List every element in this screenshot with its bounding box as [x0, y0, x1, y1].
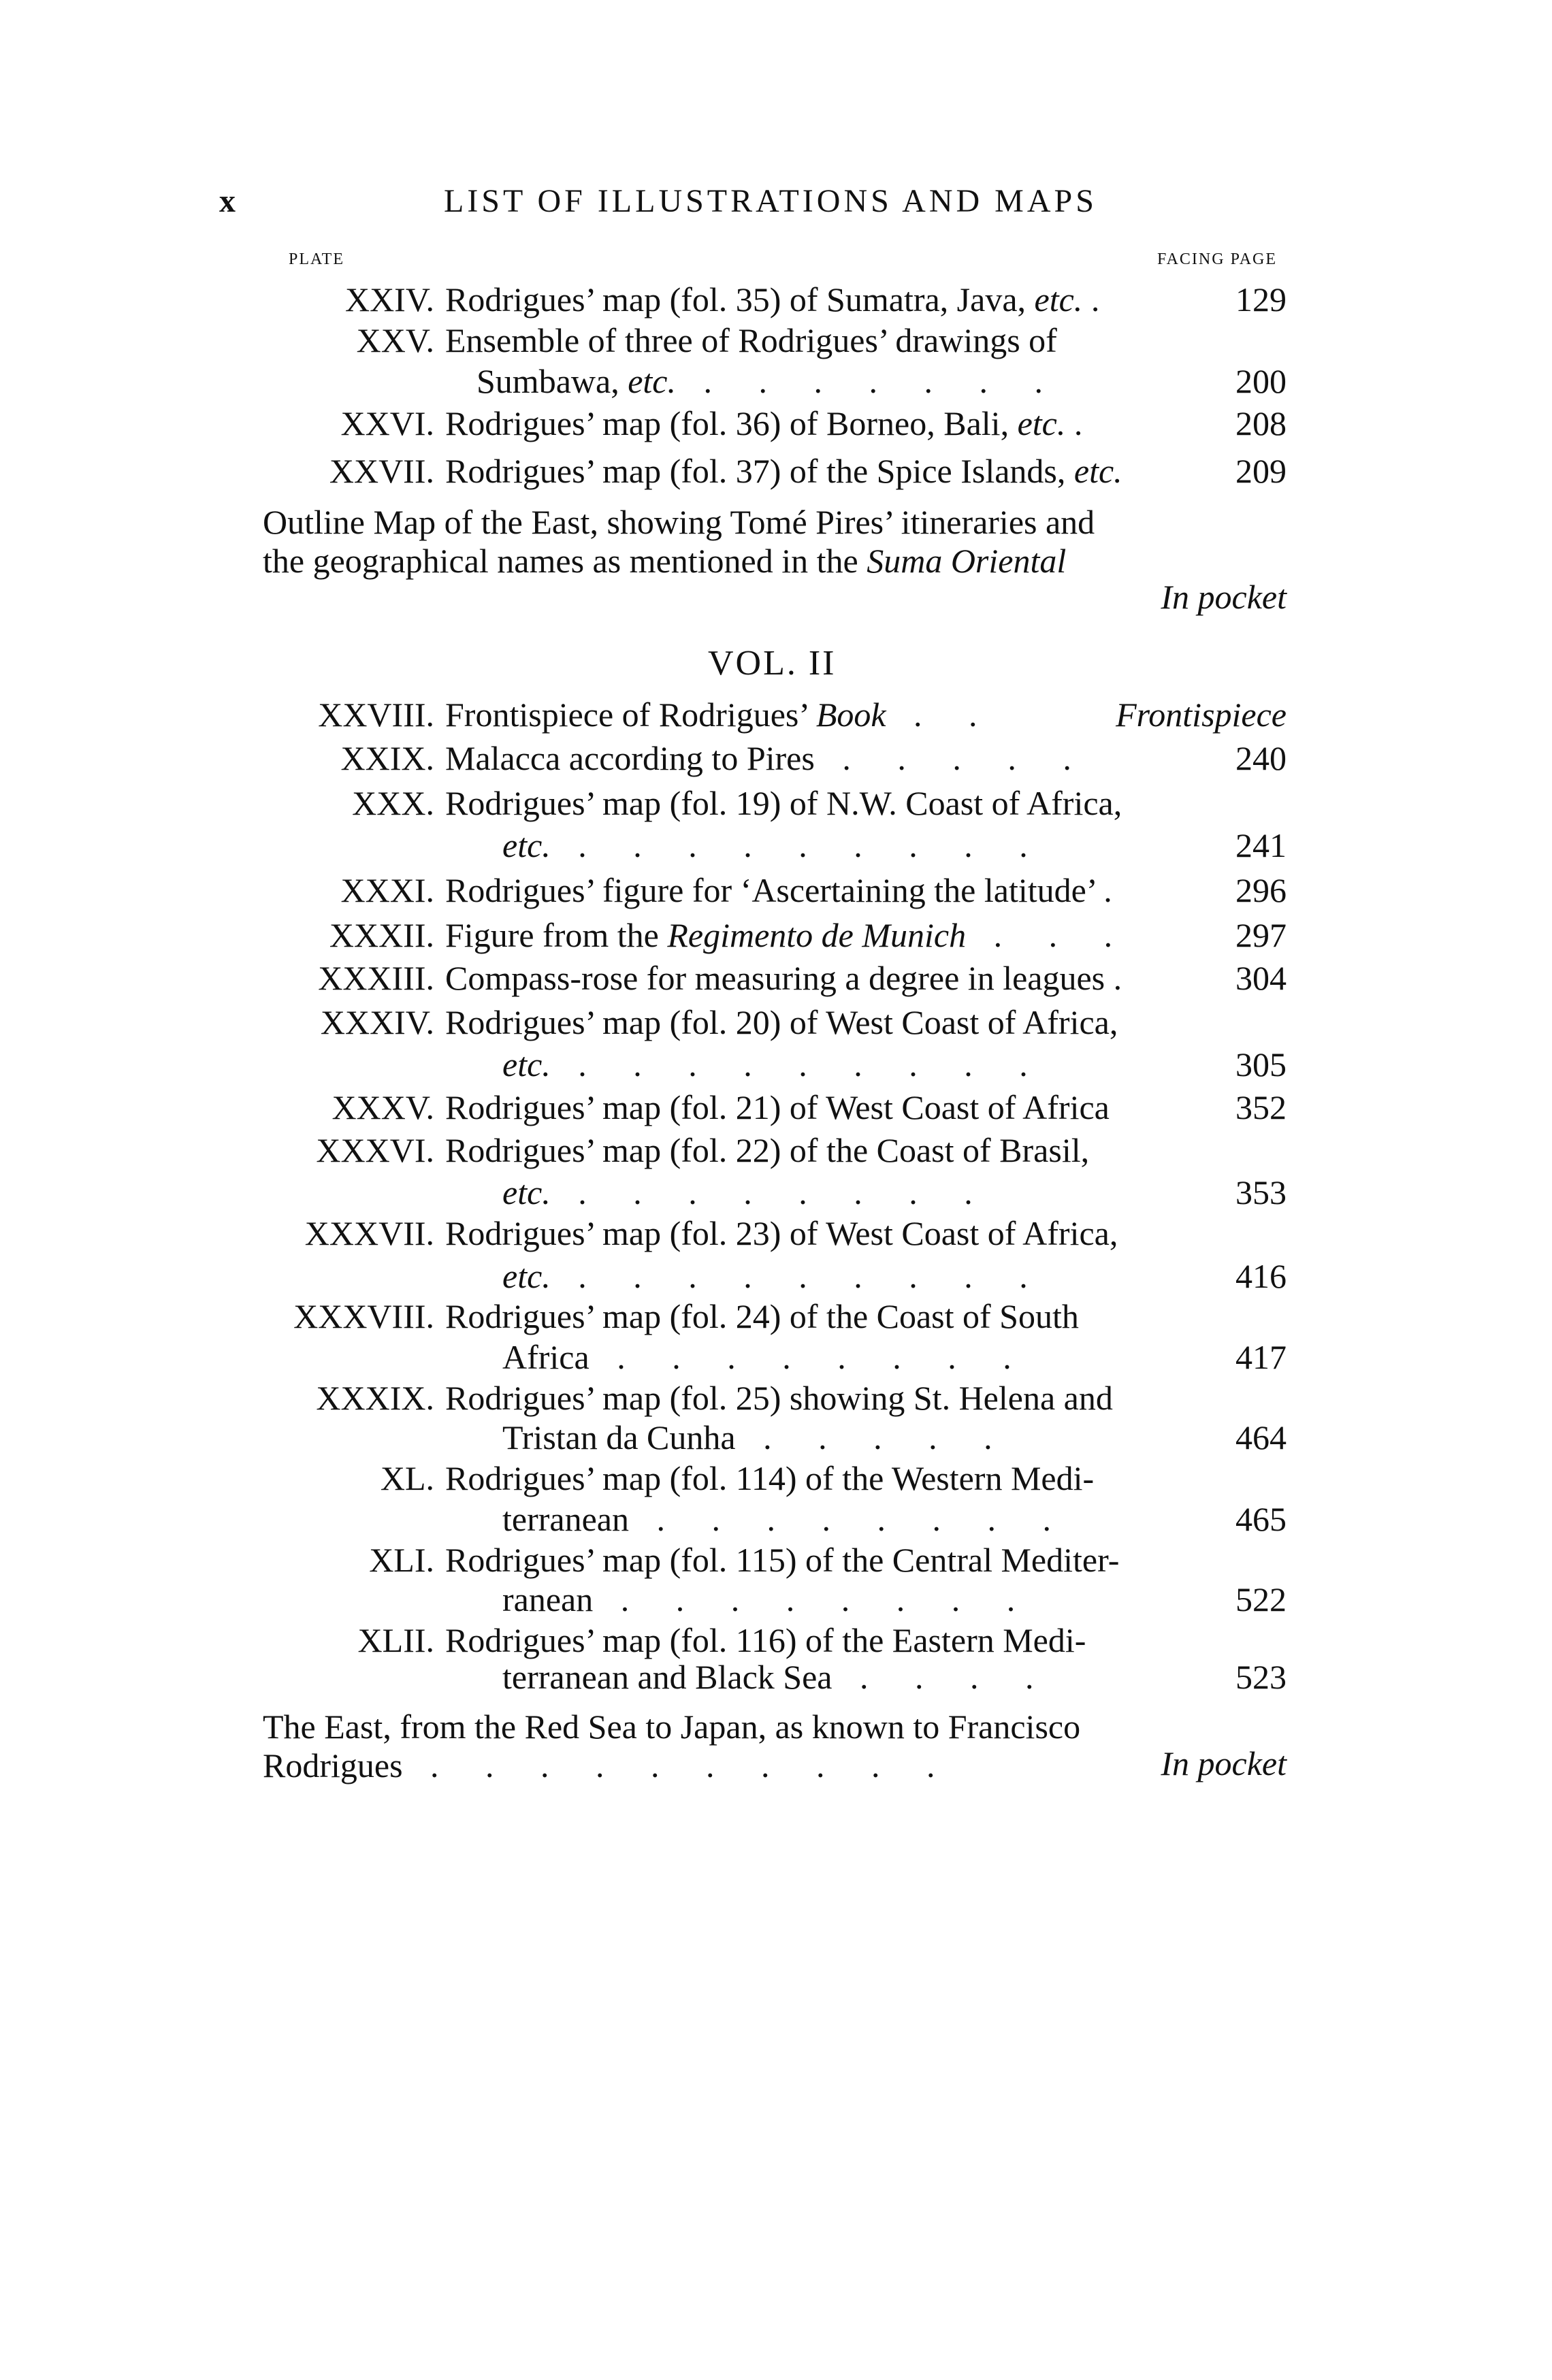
entry-title-line2: terranean and Black Sea . . . . — [502, 1658, 1053, 1696]
plate-number: XXVIII. — [318, 696, 434, 734]
plate-number: XXVI. — [340, 404, 434, 442]
facing-page: 353 — [1235, 1173, 1287, 1211]
closing-map-page: In pocket — [1161, 1744, 1287, 1782]
facing-page: 241 — [1235, 826, 1287, 864]
volume-heading: VOL. II — [708, 644, 837, 683]
entry-title: Rodrigues’ figure for ‘Ascertaining the latitude’ . — [445, 871, 1112, 909]
column-header-facing-page: FACING PAGE — [1157, 250, 1278, 268]
entry-title: Rodrigues’ map (fol. 20) of West Coast of Africa, — [445, 1003, 1118, 1041]
facing-page: 209 — [1235, 452, 1287, 490]
plate-number: XLII. — [357, 1621, 434, 1659]
entry-title-line2: etc. . . . . . . . . . — [502, 1257, 1047, 1295]
plate-number: XXXVIII. — [293, 1297, 434, 1335]
entry-title: Rodrigues’ map (fol. 116) of the Eastern Medi- — [445, 1621, 1086, 1659]
facing-page: 240 — [1235, 739, 1287, 777]
facing-page: 200 — [1235, 362, 1287, 400]
outline-map-line1: Outline Map of the East, showing Tomé Pires’ itineraries and — [263, 503, 1095, 541]
entry-title-line2: Tristan da Cunha . . . . . — [502, 1418, 1012, 1456]
plate-number: XXIX. — [340, 739, 434, 777]
closing-map-line1: The East, from the Red Sea to Japan, as known to Francisco — [263, 1708, 1081, 1746]
entry-title-line2: terranean . . . . . . . . — [502, 1500, 1070, 1538]
plate-number: XXXIX. — [316, 1379, 434, 1417]
facing-page: 352 — [1235, 1088, 1287, 1126]
plate-number: XXIV. — [344, 280, 434, 319]
plate-number: XXXII. — [329, 916, 434, 954]
plate-number: XLI. — [369, 1541, 434, 1579]
entry-title: Rodrigues’ map (fol. 114) of the Western Medi- — [445, 1459, 1095, 1497]
facing-page: 297 — [1235, 916, 1287, 954]
entry-title-line2: Africa . . . . . . . . — [502, 1338, 1031, 1376]
plate-number: XL. — [380, 1459, 434, 1497]
entry-title: Ensemble of three of Rodrigues’ drawings of — [445, 321, 1057, 359]
plate-number: XXV. — [356, 321, 434, 359]
plate-number: XXXVII. — [304, 1214, 434, 1252]
plate-number: XXX. — [352, 784, 434, 822]
outline-map-line2: the geographical names as mentioned in the Suma Oriental — [263, 542, 1067, 580]
entry-title-line2: etc. . . . . . . . . . — [502, 826, 1047, 864]
plate-number: XXXV. — [332, 1088, 434, 1126]
plate-number: XXXVI. — [316, 1131, 434, 1169]
entry-title-line2: ranean . . . . . . . . — [502, 1580, 1035, 1618]
page-title: LIST OF ILLUSTRATIONS AND MAPS — [444, 183, 1097, 219]
entry-title: Compass-rose for measuring a degree in leagues . — [445, 959, 1122, 997]
facing-page: 523 — [1235, 1658, 1287, 1696]
entry-title: Figure from the Regimento de Munich . . . — [445, 916, 1132, 954]
entry-title: Rodrigues’ map (fol. 19) of N.W. Coast of Africa, — [445, 784, 1122, 822]
entry-title: Frontispiece of Rodrigues’ Book . . — [445, 696, 997, 734]
plate-number: XXXI. — [340, 871, 434, 909]
closing-map-line2: Rodrigues . . . . . . . . . . — [263, 1746, 954, 1784]
facing-page: 416 — [1235, 1257, 1287, 1295]
facing-page: Frontispiece — [1116, 696, 1287, 734]
facing-page: 305 — [1235, 1045, 1287, 1083]
facing-page: 465 — [1235, 1500, 1287, 1538]
plate-number: XXVII. — [329, 452, 434, 490]
entry-title: Rodrigues’ map (fol. 35) of Sumatra, Java, etc. . — [445, 280, 1100, 319]
page-number: x — [219, 183, 236, 219]
facing-page: 304 — [1235, 959, 1287, 997]
entry-title: Rodrigues’ map (fol. 37) of the Spice Islands, etc. — [445, 452, 1122, 490]
entry-title: Rodrigues’ map (fol. 36) of Borneo, Bali, etc. . — [445, 404, 1083, 442]
entry-title: Rodrigues’ map (fol. 24) of the Coast of South — [445, 1297, 1079, 1335]
facing-page: 522 — [1235, 1580, 1287, 1618]
entry-title: Malacca according to Pires . . . . . — [445, 739, 1090, 777]
entry-title-line2: Sumbawa, etc. . . . . . . . — [476, 362, 1062, 400]
entry-title: Rodrigues’ map (fol. 25) showing St. Helena and — [445, 1379, 1113, 1417]
plate-number: XXXIV. — [320, 1003, 434, 1041]
entry-title-line2: etc. . . . . . . . . — [502, 1173, 992, 1211]
column-header-plate: PLATE — [289, 250, 344, 268]
facing-page: 296 — [1235, 871, 1287, 909]
entry-title: Rodrigues’ map (fol. 21) of West Coast of Africa — [445, 1088, 1110, 1126]
facing-page: 464 — [1235, 1418, 1287, 1456]
entry-title: Rodrigues’ map (fol. 22) of the Coast of Brasil, — [445, 1131, 1090, 1169]
entry-title-line2: etc. . . . . . . . . . — [502, 1045, 1047, 1083]
entry-title: Rodrigues’ map (fol. 23) of West Coast of Africa, — [445, 1214, 1118, 1252]
facing-page: 208 — [1235, 404, 1287, 442]
entry-title: Rodrigues’ map (fol. 115) of the Central Mediter- — [445, 1541, 1120, 1579]
running-header — [219, 182, 1288, 230]
outline-map-page: In pocket — [1161, 578, 1287, 616]
facing-page: 129 — [1235, 280, 1287, 319]
plate-number: XXXIII. — [318, 959, 434, 997]
facing-page: 417 — [1235, 1338, 1287, 1376]
